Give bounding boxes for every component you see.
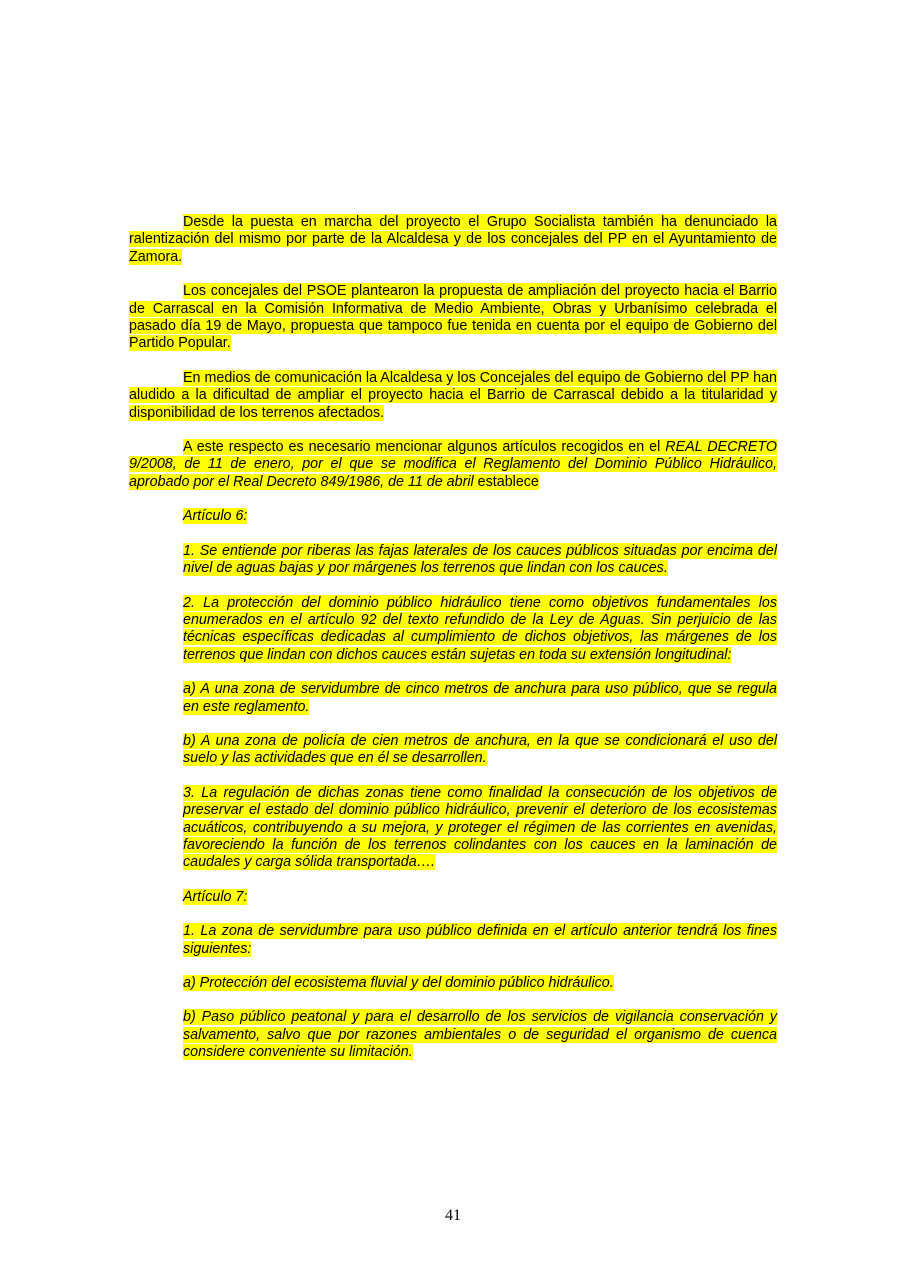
paragraph-2-text: Los concejales del PSOE plantearon la propuesta de ampliación del proyecto hacia el Barrio de Carrascal en la Comisión Informativa de Medio Ambiente, Obras y Urbanísimo celebrada el pasado día 19 de Mayo, propuesta que tampoco fue tenida en cuenta por el equipo de Gobierno del Partido Popular. [129, 283, 777, 352]
paragraph-4-tail: establece [473, 473, 539, 490]
article-7-item-1 [183, 923, 777, 958]
article-6-item-2a [183, 681, 777, 716]
article-6-item-3 [183, 785, 777, 872]
paragraph-1 [129, 214, 777, 266]
paragraph-4-decree-title: REAL DECRETO 9/2008, de 11 de enero, por el que se modifica el Reglamento del Dominio Público Hidráulico, aprobado por el Real Decreto 849/1986, de 11 de abril [129, 439, 778, 490]
paragraph-4 [129, 439, 777, 491]
article-6-heading-text: Artículo 6: [183, 508, 248, 525]
article-7-item-1-text: 1. La zona de servidumbre para uso público definida en el artículo anterior tendrá los fines siguientes: [183, 923, 777, 957]
article-6-item-2a-text: a) A una zona de servidumbre de cinco metros de anchura para uso público, que se regula en este reglamento. [183, 681, 777, 715]
article-7-item-1a-text: a) Protección del ecosistema fluvial y del dominio público hidráulico. [183, 975, 614, 991]
document-body [129, 214, 777, 1079]
paragraph-3-text: En medios de comunicación la Alcaldesa y los Concejales del equipo de Gobierno del PP han aludido a la dificultad de ampliar el proyecto hacia el Barrio de Carrascal debido a la titularidad y disponibilidad de los terrenos afectados. [129, 369, 777, 421]
article-7-heading-text: Artículo 7: [183, 888, 248, 905]
article-6-item-3-text: 3. La regulación de dichas zonas tiene como finalidad la consecución de los objetivos de preservar el estado del dominio público hidráulico, prevenir el deterioro de los ecosistemas acuáticos, contribuyendo a su mejora, y proteger el régimen de las corrientes en avenidas, favoreciendo la función de los terrenos colindantes con los cauces en la laminación de caudales y carga sólida transportada…. [183, 784, 777, 871]
paragraph-4-lead: A este respecto es necesario mencionar algunos artículos recogidos en el [183, 439, 666, 456]
article-6-heading [183, 508, 777, 525]
article-7-heading [183, 889, 777, 906]
paragraph-2 [129, 283, 777, 353]
article-7-item-1b-text: b) Paso público peatonal y para el desarrollo de los servicios de vigilancia conservación y salvamento, salvo que por razones ambientales o de seguridad el organismo de cuenca considere conveniente su limitación. [183, 1009, 777, 1061]
paragraph-1-text: Desde la puesta en marcha del proyecto el Grupo Socialista también ha denunciado la ralentización del mismo por parte de la Alcaldesa y de los concejales del PP en el Ayuntamiento de Zamora. [129, 214, 777, 265]
article-6-item-2-text: 2. La protección del dominio público hidráulico tiene como objetivos fundamentales los enumerados en el artículo 92 del texto refundido de la Ley de Aguas. Sin perjuicio de las técnicas específicas dedicadas al cumplimiento de dichos objetivos, las márgenes de los terrenos que lindan con dichos cauces están sujetas en toda su extensión longitudinal: [183, 594, 777, 663]
page-number: 41 [445, 1207, 461, 1224]
article-6-item-1 [183, 543, 777, 578]
article-6-item-2 [183, 595, 777, 665]
article-7-item-1a [183, 975, 777, 992]
article-6-item-2b [183, 733, 777, 768]
article-7-item-1b [183, 1009, 777, 1061]
article-6-item-2b-text: b) A una zona de policía de cien metros de anchura, en la que se condicionará el uso del suelo y las actividades que en él se desarrollen. [183, 732, 777, 767]
paragraph-3 [129, 370, 777, 422]
article-6-item-1-text: 1. Se entiende por riberas las fajas laterales de los cauces públicos situadas por encima del nivel de aguas bajas y por márgenes los terrenos que lindan con los cauces. [183, 542, 777, 577]
